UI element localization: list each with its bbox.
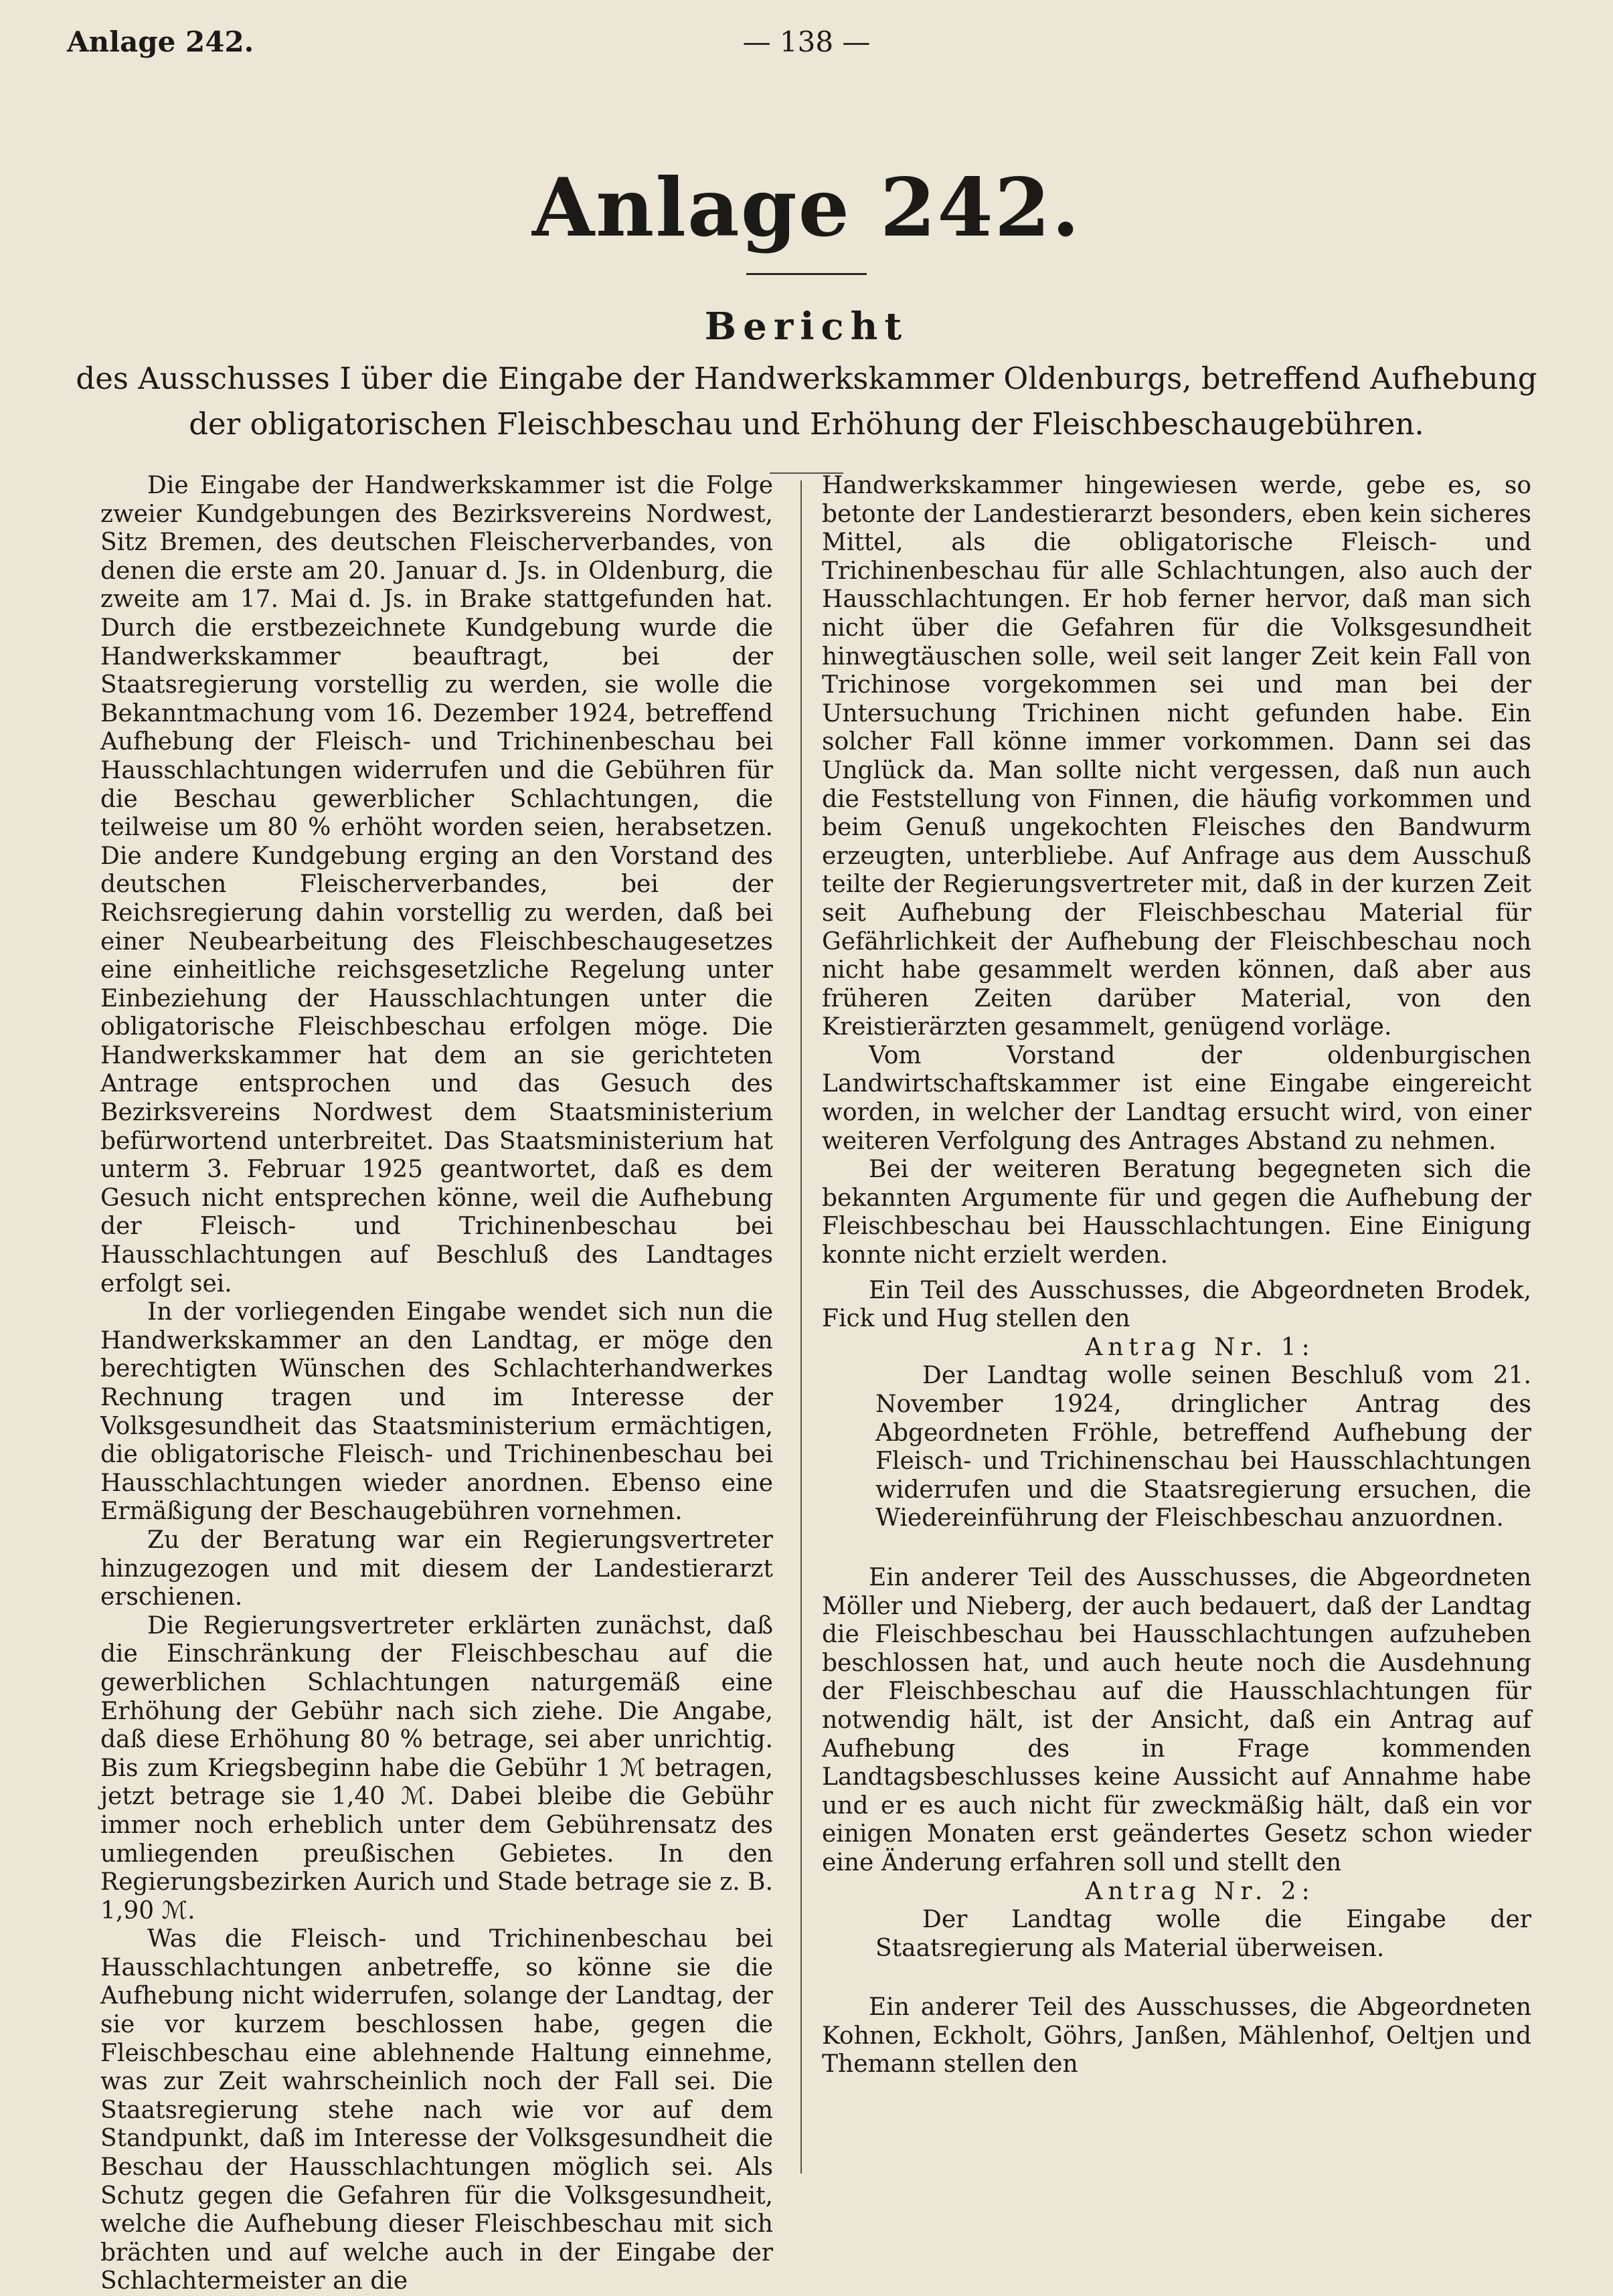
- page-title: Anlage 242.: [532, 161, 1081, 255]
- paragraph: Ein anderer Teil des Ausschusses, die Abgeordneten Möller und Nieberg, der auch bedauert, daß der Landtag die Fleischbeschau bei Hausschlachtungen aufzuheben beschlossen hat, und auch heute noch die Ausdehnung der Fleischbeschau auf die Hausschlachtungen für notwendig hält, ist der Ansicht, daß ein Antrag auf Aufhebung des in Frage kommenden Landtagsbeschlusses keine Aussicht auf Annahme habe und er es auch nicht für zweckmäßig hält, daß ein vor einigen Monaten erst geändertes Gesetz schon wieder eine Änderung erfahren soll und stellt den: [822, 1563, 1531, 1876]
- page-number: — 138 —: [742, 25, 871, 58]
- report-subtitle: des Ausschusses I über die Eingabe der Handwerkskammer Oldenburgs, betreffend Aufhebung der obligatorischen Fleischbeschau und Erhöhung der Fleischbeschaugebühren.: [76, 361, 1537, 442]
- report-title: Bericht: [704, 304, 909, 349]
- paragraph: Die Eingabe der Handwerkskammer ist die Folge zweier Kundgebungen des Bezirksvereins Nordwest, Sitz Bremen, des deutschen Fleischerverbandes, von denen die erste am 20. Januar d. Js. in Oldenburg, die zweite am 17. Mai d. Js. in Brake stattgefunden hat. Durch die erstbezeichnete Kundgebung wurde die Handwerkskammer beauftragt, bei der Staatsregierung vorstellig zu werden, sie wolle die Bekanntmachung vom 16. Dezember 1924, betreffend Aufhebung der Fleisch- und Trichinenbeschau bei Hausschlachtungen widerrufen und die Gebühren für die Beschau gewerblicher Schlachtungen, die teilweise um 80 % erhöht worden seien, herabsetzen. Die andere Kundgebung erging an den Vorstand des deutschen Fleischerverbandes, bei der Reichsregierung dahin vorstellig zu werden, daß bei einer Neubearbeitung des Fleischbeschaugesetzes eine einheitliche reichsgesetzliche Regelung unter Einbeziehung der Hausschlachtungen unter die obligatorische Fleischbeschau erfolgen möge. Die Handwerkskammer hat dem an sie gerichteten Antrage entsprochen und das Gesuch des Bezirksvereins Nordwest dem Staatsministerium befürwortend unterbreitet. Das Staatsministerium hat unterm 3. Februar 1925 geantwortet, daß es dem Gesuch nicht entsprechen könne, weil die Aufhebung der Fleisch- und Trichinenbeschau bei Hausschlachtungen auf Beschluß des Landtages erfolgt sei.: [100, 472, 773, 1298]
- paragraph: In der vorliegenden Eingabe wendet sich nun die Handwerkskammer an den Landtag, er möge den berechtigten Wünschen des Schlachterhandwerkes Rechnung tragen und im Interesse der Volksgesundheit das Staatsministerium ermächtigen, die obligatorische Fleisch- und Trichinenbeschau bei Hausschlachtungen wieder anordnen. Ebenso eine Ermäßigung der Beschaugebühren vornehmen.: [100, 1298, 773, 1526]
- paragraph: Ein anderer Teil des Ausschusses, die Abgeordneten Kohnen, Eckholt, Göhrs, Janßen, Mählenhof, Oeltjen und Themann stellen den: [822, 1994, 1531, 2079]
- paragraph: Ein Teil des Ausschusses, die Abgeordneten Brodek, Fick und Hug stellen den: [822, 1276, 1531, 1333]
- left-column: [100, 472, 773, 2296]
- column-divider: [800, 480, 802, 2174]
- paragraph: Handwerkskammer hingewiesen werde, gebe es, so betonte der Landestierarzt besonders, eben kein sicheres Mittel, als die obligatorische Fleisch- und Trichinenbeschau für alle Schlachtungen, also auch der Hausschlachtungen. Er hob ferner hervor, daß man sich nicht über die Gefahren für die Volksgesundheit hinwegtäuschen solle, weil seit langer Zeit kein Fall von Trichinose vorgekommen sei und man bei der Untersuchung Trichinen nicht gefunden habe. Ein solcher Fall könne immer vorkommen. Dann sei das Unglück da. Man sollte nicht vergessen, daß nun auch die Feststellung von Finnen, die häufig vorkommen und beim Genuß ungekochten Fleisches den Bandwurm erzeugten, unterbliebe. Auf Anfrage aus dem Ausschuß teilte der Regierungsvertreter mit, daß in der kurzen Zeit seit Aufhebung der Fleischbeschau Material für Gefährlichkeit der Aufhebung der Fleischbeschau noch nicht habe gesammelt werden können, daß aber aus früheren Zeiten darüber Material, von den Kreistierärzten gesammelt, genügend vorläge.: [822, 472, 1531, 1041]
- paragraph: Vom Vorstand der oldenburgischen Landwirtschaftskammer ist eine Eingabe eingereicht worden, in welcher der Landtag ersucht wird, von einer weiteren Verfolgung des Antrages Abstand zu nehmen.: [822, 1041, 1531, 1155]
- title-rule: [746, 273, 867, 275]
- motion-text-1: Der Landtag wolle seinen Beschluß vom 21. November 1924, dringlicher Antrag des Abgeordneten Fröhle, betreffend Aufhebung der Fleisch- und Trichinenschau bei Hausschlachtungen widerrufen und die Staatsregierung ersuchen, die Wiedereinführung der Fleischbeschau anzuordnen.: [875, 1362, 1531, 1532]
- spacer: [822, 1963, 1531, 1994]
- motion-heading-2: Antrag Nr. 2:: [1085, 1877, 1315, 1905]
- motion-heading-1: Antrag Nr. 1:: [1085, 1333, 1315, 1361]
- paragraph: Die Regierungsvertreter erklärten zunächst, daß die Einschränkung der Fleischbeschau auf die gewerblichen Schlachtungen naturgemäß eine Erhöhung der Gebühr nach sich ziehe. Die Angabe, daß diese Erhöhung 80 % betrage, sei aber unrichtig. Bis zum Kriegsbeginn habe die Gebühr 1 ℳ betragen, jetzt betrage sie 1,40 ℳ. Dabei bleibe die Gebühr immer noch erheblich unter dem Gebührensatz des umliegenden preußischen Gebietes. In den Regierungsbezirken Aurich und Stade betrage sie z. B. 1,90 ℳ.: [100, 1611, 773, 1925]
- paragraph: Was die Fleisch- und Trichinenbeschau bei Hausschlachtungen anbetreffe, so könne sie die Aufhebung nicht widerrufen, solange der Landtag, der sie vor kurzem beschlossen habe, gegen die Fleischbeschau eine ablehnende Haltung einnehme, was zur Zeit wahrscheinlich noch der Fall sei. Die Staatsregierung stehe nach wie vor auf dem Standpunkt, daß im Interesse der Volksgesundheit die Beschau der Hausschlachtungen möglich sei. Als Schutz gegen die Gefahren für die Volksgesundheit, welche die Aufhebung dieser Fleischbeschau mit sich brächten und auf welche auch in der Eingabe der Schlachtermeister an die: [100, 1925, 773, 2295]
- running-head: [67, 25, 1546, 72]
- paragraph: Bei der weiteren Beratung begegneten sich die bekannten Argumente für und gegen die Aufhebung der Fleischbeschau bei Hausschlachtungen. Eine Einigung konnte nicht erzielt werden.: [822, 1156, 1531, 1269]
- running-head-annex: Anlage 242.: [67, 25, 254, 58]
- paragraph: Zu der Beratung war ein Regierungsvertreter hinzugezogen und mit diesem der Landestierarzt erschienen.: [100, 1526, 773, 1611]
- right-column: [822, 472, 1531, 2079]
- motion-text-2: Der Landtag wolle die Eingabe der Staatsregierung als Material überweisen.: [875, 1906, 1531, 1962]
- spacer: [822, 1533, 1531, 1564]
